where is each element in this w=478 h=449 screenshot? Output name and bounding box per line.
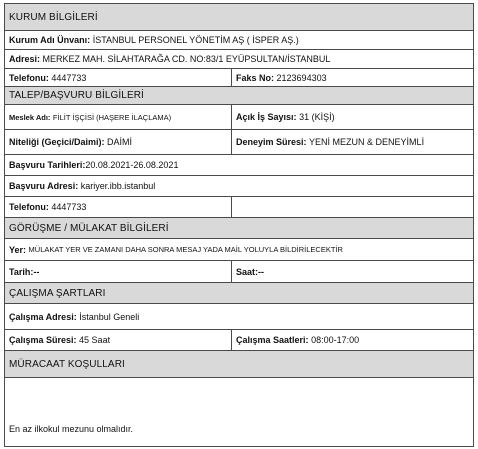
basvuru-tarih-value: 20.08.2021-26.08.2021 [85,160,179,170]
kurum-phone-label: Telefonu: [9,72,49,83]
kurum-fax-label: Faks No: [236,72,275,83]
calisma-saat-value: 08:00-17:00 [311,335,360,345]
nitelik-value: DAİMİ [107,137,133,147]
calisma-adres-value: İstanbul Geneli [79,311,140,322]
basvuru-adres-label: Başvuru Adresi: [9,181,79,191]
deneyim-value: YENİ MEZUN & DENEYİMLİ [309,137,425,147]
gorusme-yer-row [5,239,473,261]
kurum-phone-row [5,69,473,87]
acik-is-value: 31 (KİŞİ) [299,112,335,122]
talep-meslek-row [5,105,473,130]
talep-phone-row [5,197,473,218]
gorusme-tarih-value: -- [33,266,40,277]
yer-value: MÜLAKAT YER VE ZAMANI DAHA SONRA MESAJ YADA MAİL YOLUYLA BİLDİRİLECEKTİR [28,245,343,254]
job-posting-form [4,3,474,447]
kurum-name-row [5,31,473,50]
kurum-address-row [5,50,473,69]
calisma-sure-row [5,330,473,351]
kurum-address-label: Adresi: [9,54,41,64]
empty-cell [231,197,473,217]
muracaat-text-row [5,378,473,446]
gorusme-tarih-label: Tarih: [9,266,34,277]
muracaat-text: En az ilkokul mezunu olmalıdır. [9,424,134,434]
calisma-adres-row [5,304,473,330]
acik-is-label: Açık İş Sayısı: [236,112,297,122]
talep-adres-row [5,176,473,197]
kurum-name-value: İSTANBUL PERSONEL YÖNETİM AŞ ( İSPER AŞ.) [92,35,299,45]
section-header-muracaat: MÜRACAAT KOŞULLARI [5,351,473,378]
kurum-phone-value: 4447733 [51,72,87,83]
section-header-kurum: KURUM BİLGİLERİ [5,4,473,31]
calisma-adres-label: Çalışma Adresi: [9,311,77,322]
gorusme-tarih-row [5,261,473,283]
talep-tarih-row [5,155,473,176]
talep-phone-label: Telefonu: [9,202,49,212]
nitelik-label: Niteliği (Geçici/Daimi): [9,137,105,147]
basvuru-tarih-label: Başvuru Tarihleri: [9,160,86,170]
calisma-sure-value: 45 Saat [79,335,111,345]
kurum-fax-value: 2123694303 [276,72,327,83]
gorusme-saat-label: Saat: [236,266,259,277]
calisma-sure-label: Çalışma Süresi: [9,335,77,345]
gorusme-saat-value: -- [258,266,265,277]
kurum-name-label: Kurum Adı Ünvanı: [9,35,91,45]
section-header-talep: TALEP/BAŞVURU BİLGİLERİ [5,87,473,105]
yer-label: Yer: [9,244,27,255]
meslek-value: FİLİT İŞÇİSİ (HAŞERE İLAÇLAMA) [52,112,172,122]
basvuru-adres-value: kariyer.ibb.istanbul [80,181,156,191]
section-header-calisma: ÇALIŞMA ŞARTLARI [5,283,473,304]
kurum-address-value: MERKEZ MAH. SİLAHTARAĞA CD. NO:83/1 EYÜPSULTAN/İSTANBUL [42,54,331,64]
talep-nitelik-row [5,130,473,155]
deneyim-label: Deneyim Süresi: [236,137,307,147]
meslek-label: Meslek Adı: [9,112,51,122]
talep-phone-value: 4447733 [51,202,87,212]
section-header-gorusme: GÖRÜŞME / MÜLAKAT BİLGİLERİ [5,218,473,239]
calisma-saat-label: Çalışma Saatleri: [236,335,309,345]
